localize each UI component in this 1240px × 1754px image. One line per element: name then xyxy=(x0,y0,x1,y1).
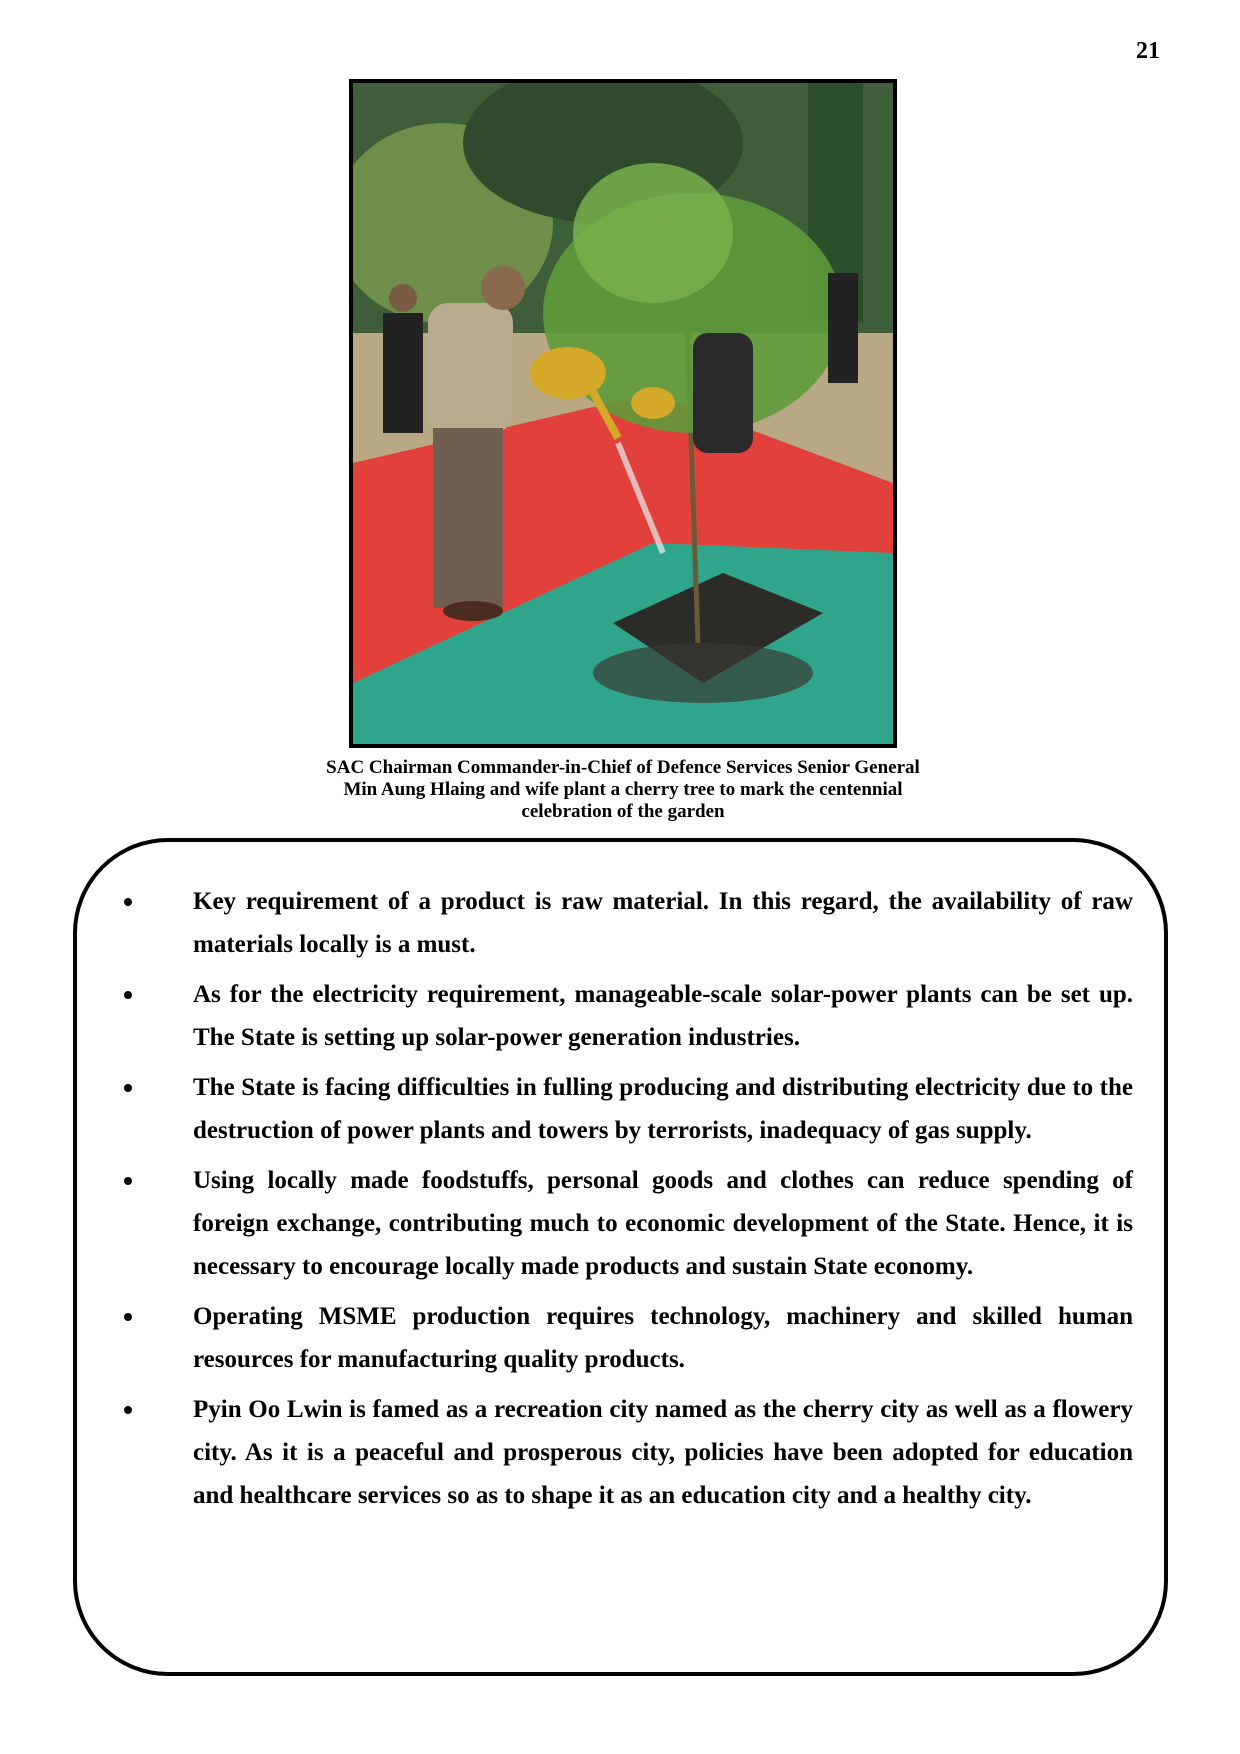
bullet-item xyxy=(77,1159,1133,1288)
bullet-item xyxy=(77,880,1133,966)
tree-planting-photo xyxy=(349,79,897,748)
man-jacket xyxy=(428,303,513,433)
soil xyxy=(593,643,813,703)
bullet-icon xyxy=(124,1313,132,1321)
man-head xyxy=(481,266,525,310)
page-number: 21 xyxy=(1136,38,1160,64)
key-points-box xyxy=(73,838,1168,1676)
caption-line: celebration of the garden xyxy=(521,801,725,822)
bullet-text: Key requirement of a product is raw material. In this regard, the availability of raw materials locally is a must. xyxy=(193,888,1133,958)
caption-line: Min Aung Hlaing and wife plant a cherry tree to mark the centennial xyxy=(343,779,903,800)
bullet-text: Operating MSME production requires technology, machinery and skilled human resources for manufacturing quality products. xyxy=(193,1303,1133,1373)
bullet-icon xyxy=(124,1177,132,1185)
bullet-item xyxy=(77,1295,1133,1381)
bullet-item xyxy=(77,973,1133,1059)
bystander-head xyxy=(389,284,417,312)
bystander-right xyxy=(828,273,858,383)
man-trousers xyxy=(433,428,503,608)
bullet-item xyxy=(77,1066,1133,1152)
bullet-icon xyxy=(124,1084,132,1092)
bystander-left xyxy=(383,313,423,433)
bullet-text: The State is facing difficulties in fulling producing and distributing electricity due to the destruction of power plants and towers by terrorists, inadequacy of gas supply. xyxy=(193,1074,1133,1144)
bullet-item xyxy=(77,1388,1133,1517)
second-watering-can xyxy=(631,387,675,419)
bullet-icon xyxy=(124,991,132,999)
man-shoes xyxy=(443,601,503,621)
bullet-text: Pyin Oo Lwin is famed as a recreation city named as the cherry city as well as a flowery city. As it is a peaceful and prosperous city, policies have been adopted for education and healthcare services so as to shape it as an education city and a healthy city. xyxy=(193,1396,1133,1509)
photo-illustration xyxy=(353,83,893,744)
caption-line: SAC Chairman Commander-in-Chief of Defence Services Senior General xyxy=(326,757,920,778)
bullet-icon xyxy=(124,898,132,906)
bullet-icon xyxy=(124,1406,132,1414)
woman-figure xyxy=(693,333,753,453)
bullet-text: As for the electricity requirement, manageable-scale solar-power plants can be set up. The State is setting up solar-power generation industries. xyxy=(193,981,1133,1051)
bullet-text: Using locally made foodstuffs, personal goods and clothes can reduce spending of foreign exchange, contributing much to economic development of the State. Hence, it is necessary to encourage locally made products and sustain State economy. xyxy=(193,1167,1133,1280)
sapling-foliage-top xyxy=(573,163,733,303)
photo-caption xyxy=(260,757,986,823)
bullet-list xyxy=(113,880,1133,1524)
